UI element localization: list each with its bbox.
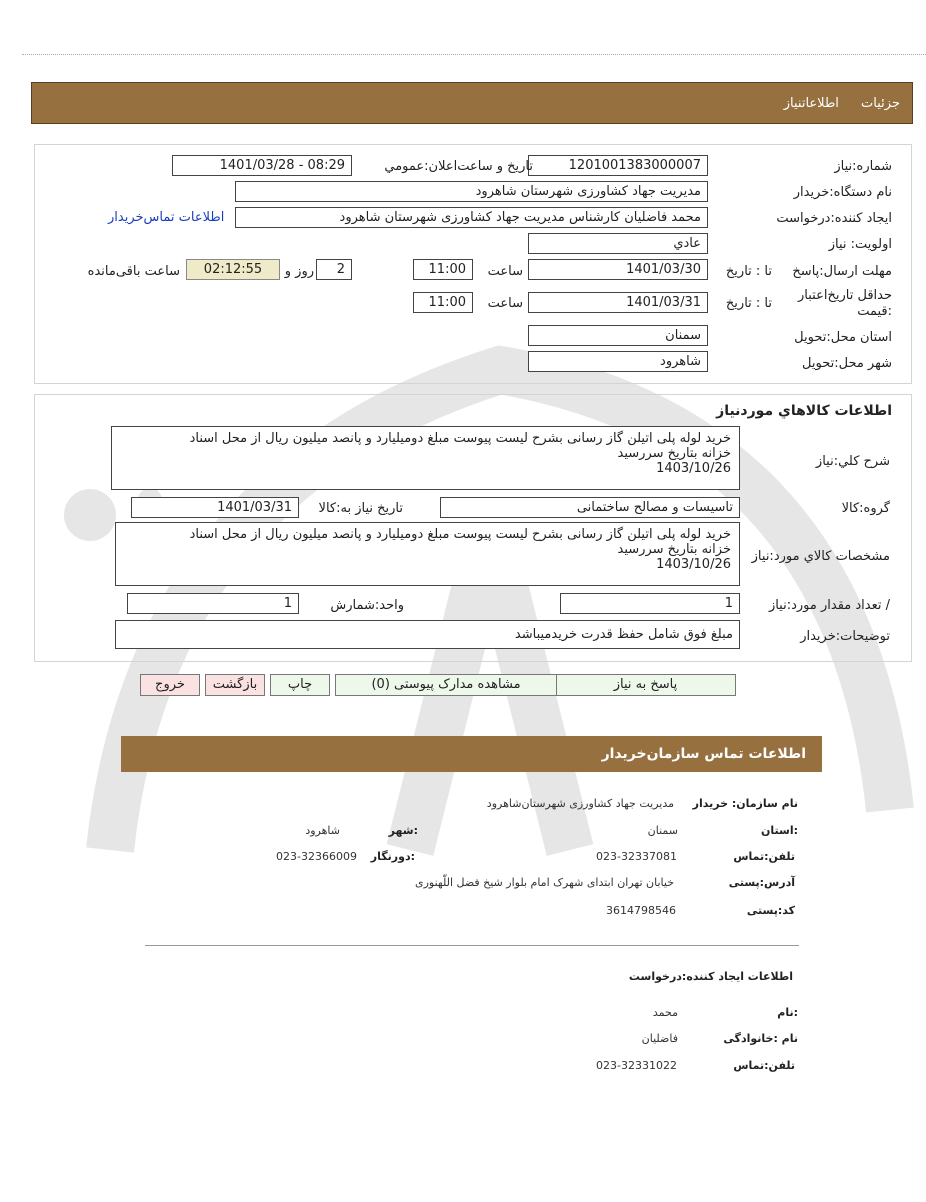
back-button[interactable]: بازگشت xyxy=(205,674,265,696)
creator-phone-label: تلفن:تماس xyxy=(733,1059,795,1072)
deadline-to-date-label: تا : تاریخ xyxy=(725,264,772,279)
summary-line-3: 1403/10/26 xyxy=(656,461,731,476)
province-field: سمنان xyxy=(528,325,708,346)
priority-label: اولویت: نیاز xyxy=(828,237,892,252)
contact-phone-label: تلفن:تماس xyxy=(733,850,795,863)
validity-to-date-label: تا : تاریخ xyxy=(725,296,772,311)
goods-section-title: اطلاعات کالاهاي موردنیاز xyxy=(716,403,892,419)
contact-address-value: خیابان تهران ابتدای شهرک امام بلوار شیخ فضل اللّهنوری xyxy=(414,876,674,889)
top-tab-bar xyxy=(31,82,913,124)
creator-phone-value: 023-32331022 xyxy=(596,1059,677,1072)
contact-city-value: شاهرود xyxy=(305,824,340,837)
validity-label-line2: :قیمت xyxy=(857,304,892,319)
exit-button[interactable]: خروج xyxy=(140,674,200,696)
print-button[interactable]: چاپ xyxy=(270,674,330,696)
spec-label: مشخصات کالاي مورد:نیاز xyxy=(751,549,890,564)
need-date-field: 1401/03/31 xyxy=(131,497,299,518)
creator-last-name-value: فاضلیان xyxy=(641,1032,678,1045)
creator-first-name-label: :نام xyxy=(777,1006,798,1019)
validity-time-field: 11:00 xyxy=(413,292,473,313)
deadline-time-field: 11:00 xyxy=(413,259,473,280)
buyer-notes-label: توضیحات:خریدار xyxy=(800,629,890,644)
deadline-date-field: 1401/03/30 xyxy=(528,259,708,280)
spec-line-2: خزانه بتاریخ سررسید xyxy=(617,542,731,557)
summary-line-2: خزانه بتاریخ سررسید xyxy=(617,446,731,461)
tab-need-info[interactable]: اطلاعاتنیاز xyxy=(783,96,839,111)
need-number-field: 1201001383000007 xyxy=(528,155,708,176)
city-label: شهر محل:تحویل xyxy=(802,356,892,371)
remaining-time-field: 02:12:55 xyxy=(186,259,280,280)
validity-time-label: ساعت xyxy=(487,296,523,311)
contact-province-value: سمنان xyxy=(647,824,678,837)
announce-date-label: تاریخ و ساعت‌اعلان:عمومي xyxy=(384,159,533,174)
creator-label: ایجاد کننده:درخواست xyxy=(776,211,892,226)
creator-first-name-value: محمد xyxy=(652,1006,678,1019)
city-field: شاهرود xyxy=(528,351,708,372)
buyer-notes-field: مبلغ فوق شامل حفظ قدرت خریدمیباشد xyxy=(115,620,740,649)
unit-label: واحد:شمارش xyxy=(330,598,404,613)
need-number-label: شماره:نیاز xyxy=(834,159,892,174)
quantity-field: 1 xyxy=(560,593,740,614)
spec-box xyxy=(115,522,740,586)
contact-fax-value: 023-32366009 xyxy=(276,850,357,863)
contact-org-value: مدیریت جهاد کشاورزی شهرستان‌شاهرود xyxy=(486,797,674,810)
contact-divider xyxy=(145,945,799,946)
contact-phone-value: 023-32337081 xyxy=(596,850,677,863)
creator-last-name-label: نام :خانوادگی xyxy=(723,1032,798,1045)
buyer-contact-link[interactable]: اطلاعات تماس‌خریدار xyxy=(108,210,225,225)
deadline-label: مهلت ارسال:پاسخ xyxy=(792,264,892,279)
buyer-org-field: مدیریت جهاد کشاورزی شهرستان شاهرود xyxy=(235,181,708,202)
spec-line-3: 1403/10/26 xyxy=(656,557,731,572)
province-label: استان محل:تحویل xyxy=(794,330,892,345)
contact-address-label: آدرس:پستی xyxy=(728,876,795,889)
remaining-time-label: ساعت باقی‌مانده xyxy=(87,264,180,279)
announce-date-field: 1401/03/28 - 08:29 xyxy=(172,155,352,176)
goods-group-field: تاسیسات و مصالح ساختمانی xyxy=(440,497,740,518)
contact-postal-value: 3614798546 xyxy=(606,904,676,917)
validity-date-field: 1401/03/31 xyxy=(528,292,708,313)
deadline-time-label: ساعت xyxy=(487,264,523,279)
reply-button[interactable]: پاسخ به نیاز xyxy=(555,674,736,696)
validity-label-line1: حداقل تاریخ‌اعتبار xyxy=(798,288,892,303)
buyer-org-label: نام دستگاه:خریدار xyxy=(793,185,892,200)
contact-fax-label: :دورنگار xyxy=(370,850,415,863)
summary-line-1: خرید لوله پلی اتیلن گاز رسانی بشرح لیست پیوست مبلغ دومیلیارد و پانصد میلیون ریال از محل اسناد xyxy=(189,431,731,446)
view-attachments-button[interactable]: مشاهده مدارک پیوستی (0) xyxy=(335,674,557,696)
contact-city-label: :شهر xyxy=(388,824,418,837)
creator-field: محمد فاضلیان کارشناس مدیریت جهاد کشاورزی شهرستان شاهرود xyxy=(235,207,708,228)
days-remaining-field: 2 xyxy=(316,259,352,280)
creator-section-title: اطلاعات ایجاد کننده:درخواست xyxy=(628,970,793,983)
buyer-contact-title: اطلاعات تماس سازمان‌خریدار xyxy=(601,746,806,762)
need-date-label: تاریخ نیاز به:کالا xyxy=(318,501,403,516)
summary-label: شرح کلي:نیاز xyxy=(815,454,890,469)
days-label: روز و xyxy=(284,264,314,279)
tab-details[interactable]: جزئیات xyxy=(861,96,900,111)
goods-group-label: گروه:کالا xyxy=(841,501,890,516)
contact-postal-label: کد:پستی xyxy=(746,904,795,917)
priority-field: عادي xyxy=(528,233,708,254)
quantity-label: / تعداد مقدار مورد:نیاز xyxy=(768,598,890,613)
summary-box xyxy=(111,426,740,490)
spec-line-1: خرید لوله پلی اتیلن گاز رسانی بشرح لیست پیوست مبلغ دومیلیارد و پانصد میلیون ریال از محل اسناد xyxy=(189,527,731,542)
contact-org-label: نام سازمان: خریدار xyxy=(692,797,798,810)
unit-field: 1 xyxy=(127,593,299,614)
top-divider xyxy=(22,54,926,55)
contact-province-label: :استان xyxy=(761,824,798,837)
buyer-contact-header xyxy=(121,736,822,772)
